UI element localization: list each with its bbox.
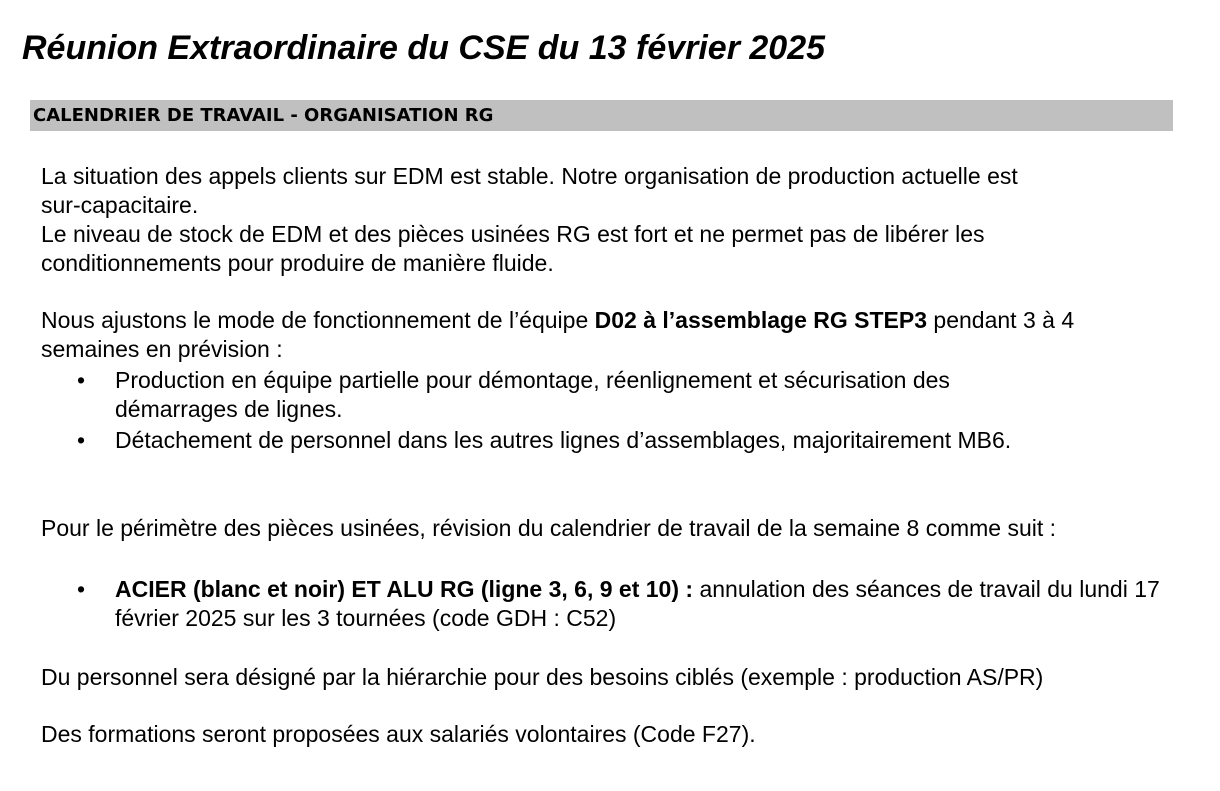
text-run: annulation des séances de travail du lundi 17 xyxy=(693,576,1160,602)
document-title: Réunion Extraordinaire du CSE du 13 février 2025 xyxy=(22,29,826,67)
bullet-dot: • xyxy=(77,367,86,393)
list-item xyxy=(41,426,1191,455)
bullet-dot: • xyxy=(77,576,86,602)
text-run: pendant 3 à 4 xyxy=(927,307,1075,333)
document-body xyxy=(41,162,1191,749)
bullet-dot: • xyxy=(77,427,86,453)
text-line: semaines en prévision : xyxy=(41,336,283,362)
bullet-list-measures xyxy=(41,366,1191,455)
text-line: démarrages de lignes. xyxy=(115,396,343,422)
text-run: Nous ajustons le mode de fonctionnement de l’équipe xyxy=(41,307,595,333)
text-line: La situation des appels clients sur EDM est stable. Notre organisation de production actuelle est xyxy=(41,163,1018,189)
text-line: Détachement de personnel dans les autres lignes d’assemblages, majoritairement MB6. xyxy=(115,427,1012,453)
paragraph-training: Des formations seront proposées aux salariés volontaires (Code F27). xyxy=(41,721,756,747)
paragraph-calendar-revision: Pour le périmètre des pièces usinées, révision du calendrier de travail de la semaine 8 comme suit : xyxy=(41,515,1057,541)
list-item xyxy=(41,366,1191,424)
bullet-list-cancellation xyxy=(41,575,1191,633)
lines-highlight: ACIER (blanc et noir) ET ALU RG (ligne 3, 6, 9 et 10) : xyxy=(115,576,694,602)
text-line: sur-capacitaire. xyxy=(41,192,199,218)
section-header: CALENDRIER DE TRAVAIL - ORGANISATION RG xyxy=(30,100,1173,131)
list-item xyxy=(41,575,1191,633)
text-line: conditionnements pour produire de manière fluide. xyxy=(41,250,554,276)
paragraph-situation xyxy=(41,162,1191,278)
text-line: Le niveau de stock de EDM et des pièces usinées RG est fort et ne permet pas de libérer les xyxy=(41,221,985,247)
team-highlight: D02 à l’assemblage RG STEP3 xyxy=(594,307,928,333)
paragraph-team-adjustment xyxy=(41,306,1191,364)
text-line: février 2025 sur les 3 tournées (code GDH : C52) xyxy=(115,605,617,631)
text-line: Production en équipe partielle pour démontage, réenlignement et sécurisation des xyxy=(115,367,950,393)
paragraph-personnel: Du personnel sera désigné par la hiérarchie pour des besoins ciblés (exemple : production AS/PR) xyxy=(41,664,1044,690)
